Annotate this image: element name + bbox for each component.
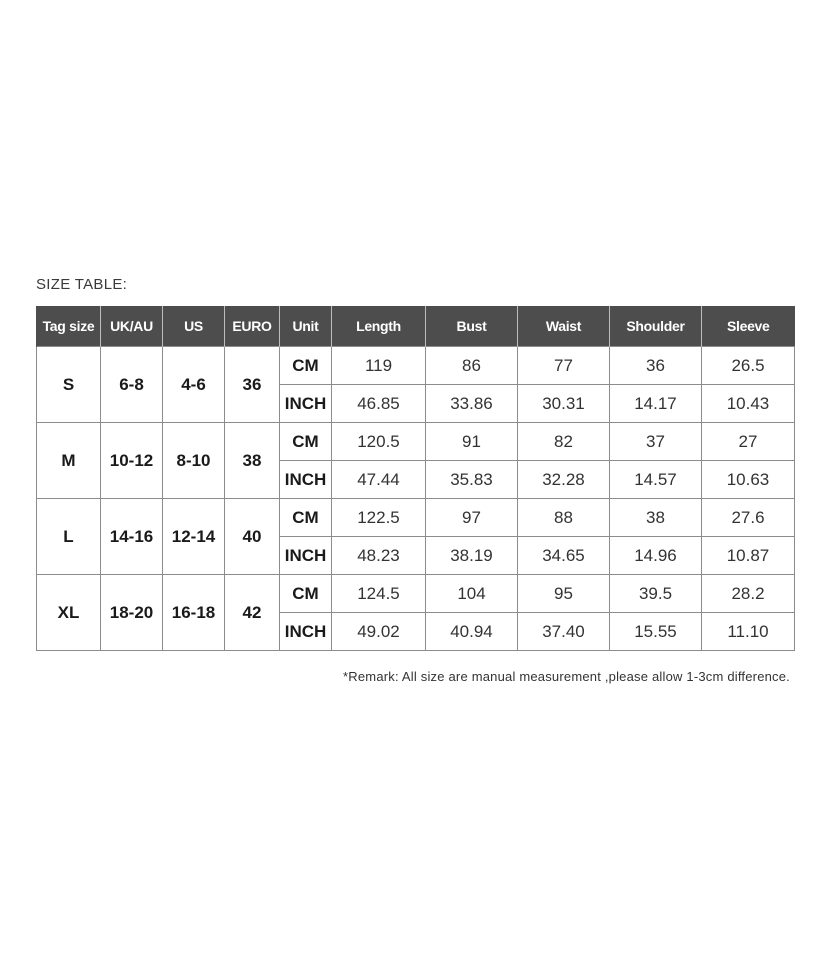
unit-cell: CM [280, 499, 332, 537]
header-us: US [163, 306, 225, 347]
unit-cell: INCH [280, 385, 332, 423]
table-row [37, 499, 795, 537]
header-sleeve: Sleeve [702, 306, 795, 347]
bust-cell: 35.83 [426, 461, 518, 499]
uk-au-cell: 10-12 [101, 423, 163, 499]
unit-cell: CM [280, 423, 332, 461]
shoulder-cell: 38 [610, 499, 702, 537]
tag-size-cell: XL [37, 575, 101, 651]
length-cell: 49.02 [332, 613, 426, 651]
uk-au-cell: 6-8 [101, 347, 163, 423]
header-row [37, 306, 795, 347]
bust-cell: 91 [426, 423, 518, 461]
header-unit: Unit [280, 306, 332, 347]
length-cell: 124.5 [332, 575, 426, 613]
remark-note: *Remark: All size are manual measurement ,please allow 1-3cm difference. [343, 669, 790, 684]
size-table [36, 306, 795, 651]
header-bust: Bust [426, 306, 518, 347]
euro-cell: 40 [225, 499, 280, 575]
tag-size-cell: M [37, 423, 101, 499]
sleeve-cell: 10.87 [702, 537, 795, 575]
us-cell: 8-10 [163, 423, 225, 499]
shoulder-cell: 36 [610, 347, 702, 385]
us-cell: 16-18 [163, 575, 225, 651]
shoulder-cell: 14.96 [610, 537, 702, 575]
waist-cell: 34.65 [518, 537, 610, 575]
sleeve-cell: 27 [702, 423, 795, 461]
waist-cell: 95 [518, 575, 610, 613]
unit-cell: INCH [280, 537, 332, 575]
shoulder-cell: 15.55 [610, 613, 702, 651]
uk-au-cell: 18-20 [101, 575, 163, 651]
waist-cell: 77 [518, 347, 610, 385]
table-row [37, 575, 795, 613]
tag-size-cell: S [37, 347, 101, 423]
euro-cell: 36 [225, 347, 280, 423]
tag-size-cell: L [37, 499, 101, 575]
header-shoulder: Shoulder [610, 306, 702, 347]
sleeve-cell: 10.43 [702, 385, 795, 423]
bust-cell: 40.94 [426, 613, 518, 651]
sleeve-cell: 27.6 [702, 499, 795, 537]
header-tag-size: Tag size [37, 306, 101, 347]
bust-cell: 38.19 [426, 537, 518, 575]
header-waist: Waist [518, 306, 610, 347]
sleeve-cell: 11.10 [702, 613, 795, 651]
sleeve-cell: 28.2 [702, 575, 795, 613]
sleeve-cell: 26.5 [702, 347, 795, 385]
header-uk-au: UK/AU [101, 306, 163, 347]
size-table-title: SIZE TABLE: [36, 276, 128, 293]
shoulder-cell: 39.5 [610, 575, 702, 613]
shoulder-cell: 14.57 [610, 461, 702, 499]
unit-cell: CM [280, 347, 332, 385]
length-cell: 47.44 [332, 461, 426, 499]
header-length: Length [332, 306, 426, 347]
table-row [37, 423, 795, 461]
bust-cell: 104 [426, 575, 518, 613]
length-cell: 48.23 [332, 537, 426, 575]
unit-cell: INCH [280, 461, 332, 499]
euro-cell: 38 [225, 423, 280, 499]
bust-cell: 33.86 [426, 385, 518, 423]
unit-cell: INCH [280, 613, 332, 651]
length-cell: 46.85 [332, 385, 426, 423]
header-euro: EURO [225, 306, 280, 347]
shoulder-cell: 14.17 [610, 385, 702, 423]
shoulder-cell: 37 [610, 423, 702, 461]
unit-cell: CM [280, 575, 332, 613]
bust-cell: 86 [426, 347, 518, 385]
length-cell: 120.5 [332, 423, 426, 461]
waist-cell: 88 [518, 499, 610, 537]
sleeve-cell: 10.63 [702, 461, 795, 499]
euro-cell: 42 [225, 575, 280, 651]
waist-cell: 82 [518, 423, 610, 461]
us-cell: 12-14 [163, 499, 225, 575]
waist-cell: 37.40 [518, 613, 610, 651]
table-row [37, 347, 795, 385]
us-cell: 4-6 [163, 347, 225, 423]
length-cell: 119 [332, 347, 426, 385]
waist-cell: 32.28 [518, 461, 610, 499]
waist-cell: 30.31 [518, 385, 610, 423]
bust-cell: 97 [426, 499, 518, 537]
uk-au-cell: 14-16 [101, 499, 163, 575]
length-cell: 122.5 [332, 499, 426, 537]
